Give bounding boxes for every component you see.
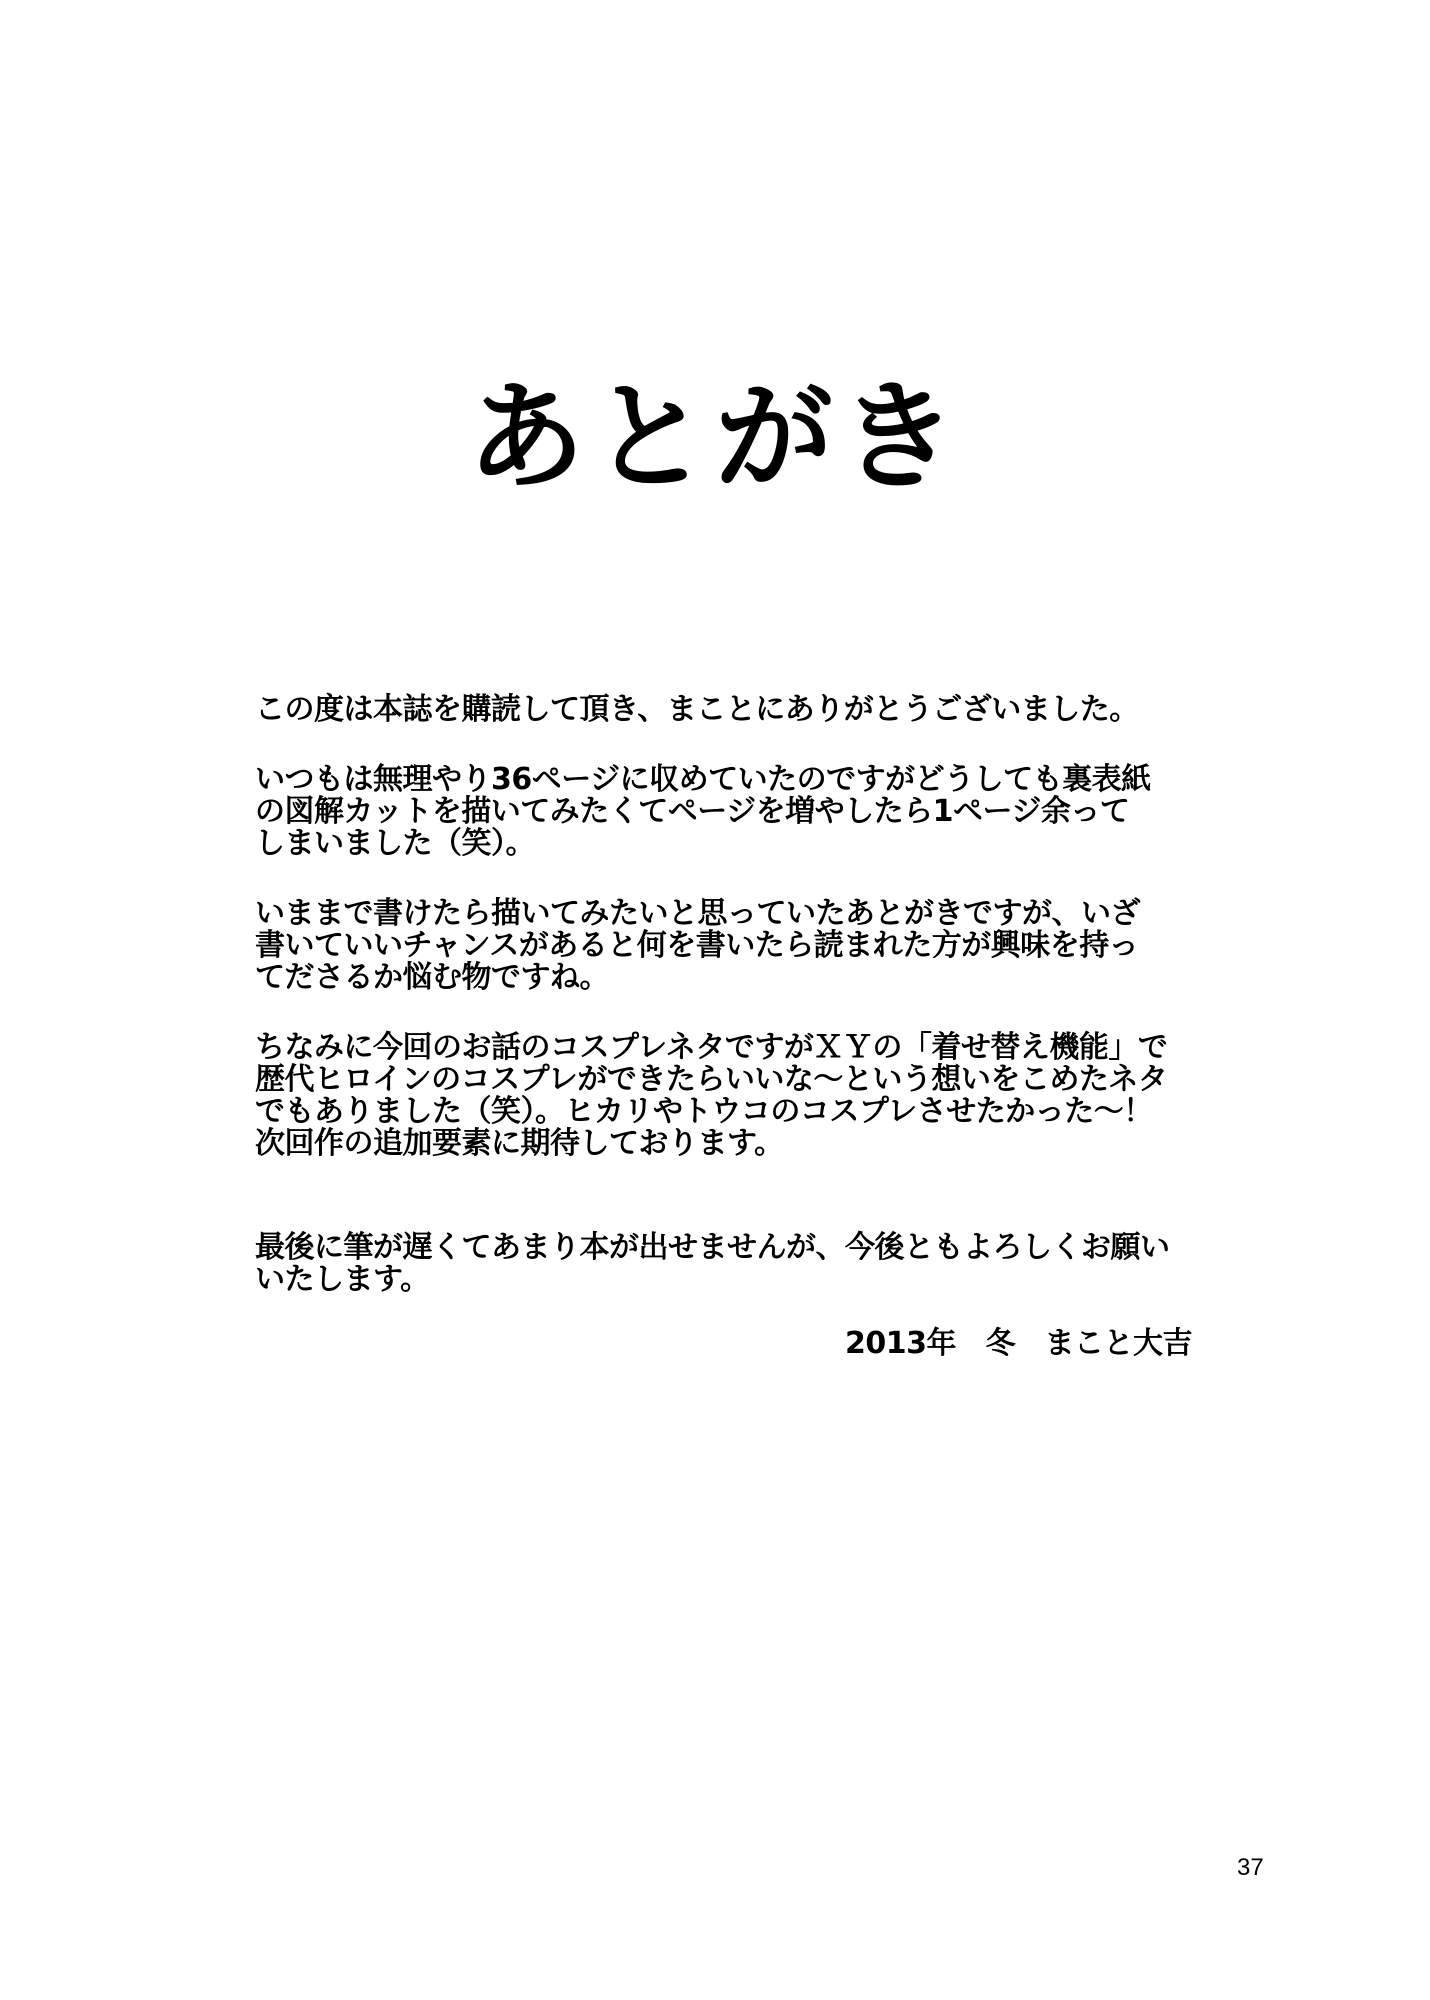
text-line: ちなみに今回のお話のコスプレネタですがＸＹの「着せ替え機能」で (255, 1030, 1168, 1065)
afterword-body (255, 694, 1215, 1334)
text-line: いつもは無理やり36ページに収めていたのですがどうしても裏表紙 (255, 762, 1151, 797)
text-line: 最後に筆が遅くてあまり本が出せませんが、今後ともよろしくお願い (255, 1230, 1170, 1265)
author-signature: 2013年 冬 まこと大吉 (845, 1326, 1192, 1361)
text-line: いままで書けたら描いてみたいと思っていたあとがきですが、いざ (255, 896, 1140, 931)
paragraph-closing (255, 1232, 1215, 1296)
page-title: あとがき (466, 368, 963, 506)
page-number: 37 (1237, 1854, 1264, 1881)
text-line: しまいました（笑）。 (255, 826, 535, 861)
text-line: 次回作の追加要素に期待しております。 (255, 1126, 784, 1161)
paragraph-page-count (255, 764, 1215, 860)
paragraph-cosplay-theme (255, 1032, 1215, 1160)
paragraph-afterword-thoughts (255, 898, 1215, 994)
text-line: いたします。 (255, 1262, 430, 1297)
text-line: の図解カットを描いてみたくてページを増やしたら1ページ余って (255, 794, 1130, 829)
text-line: この度は本誌を購読して頂き、まことにありがとうございました。 (255, 692, 1139, 727)
text-line: でもありました（笑）。ヒカリやトウコのコスプレさせたかった～！ (255, 1094, 1153, 1129)
text-line: てださるか悩む物ですね。 (255, 960, 609, 995)
text-line: 歴代ヒロインのコスプレができたらいいな～という想いをこめたネタ (255, 1062, 1168, 1097)
text-line: 書いていいチャンスがあると何を書いたら読まれた方が興味を持っ (255, 928, 1139, 963)
paragraph-thanks (255, 694, 1215, 726)
